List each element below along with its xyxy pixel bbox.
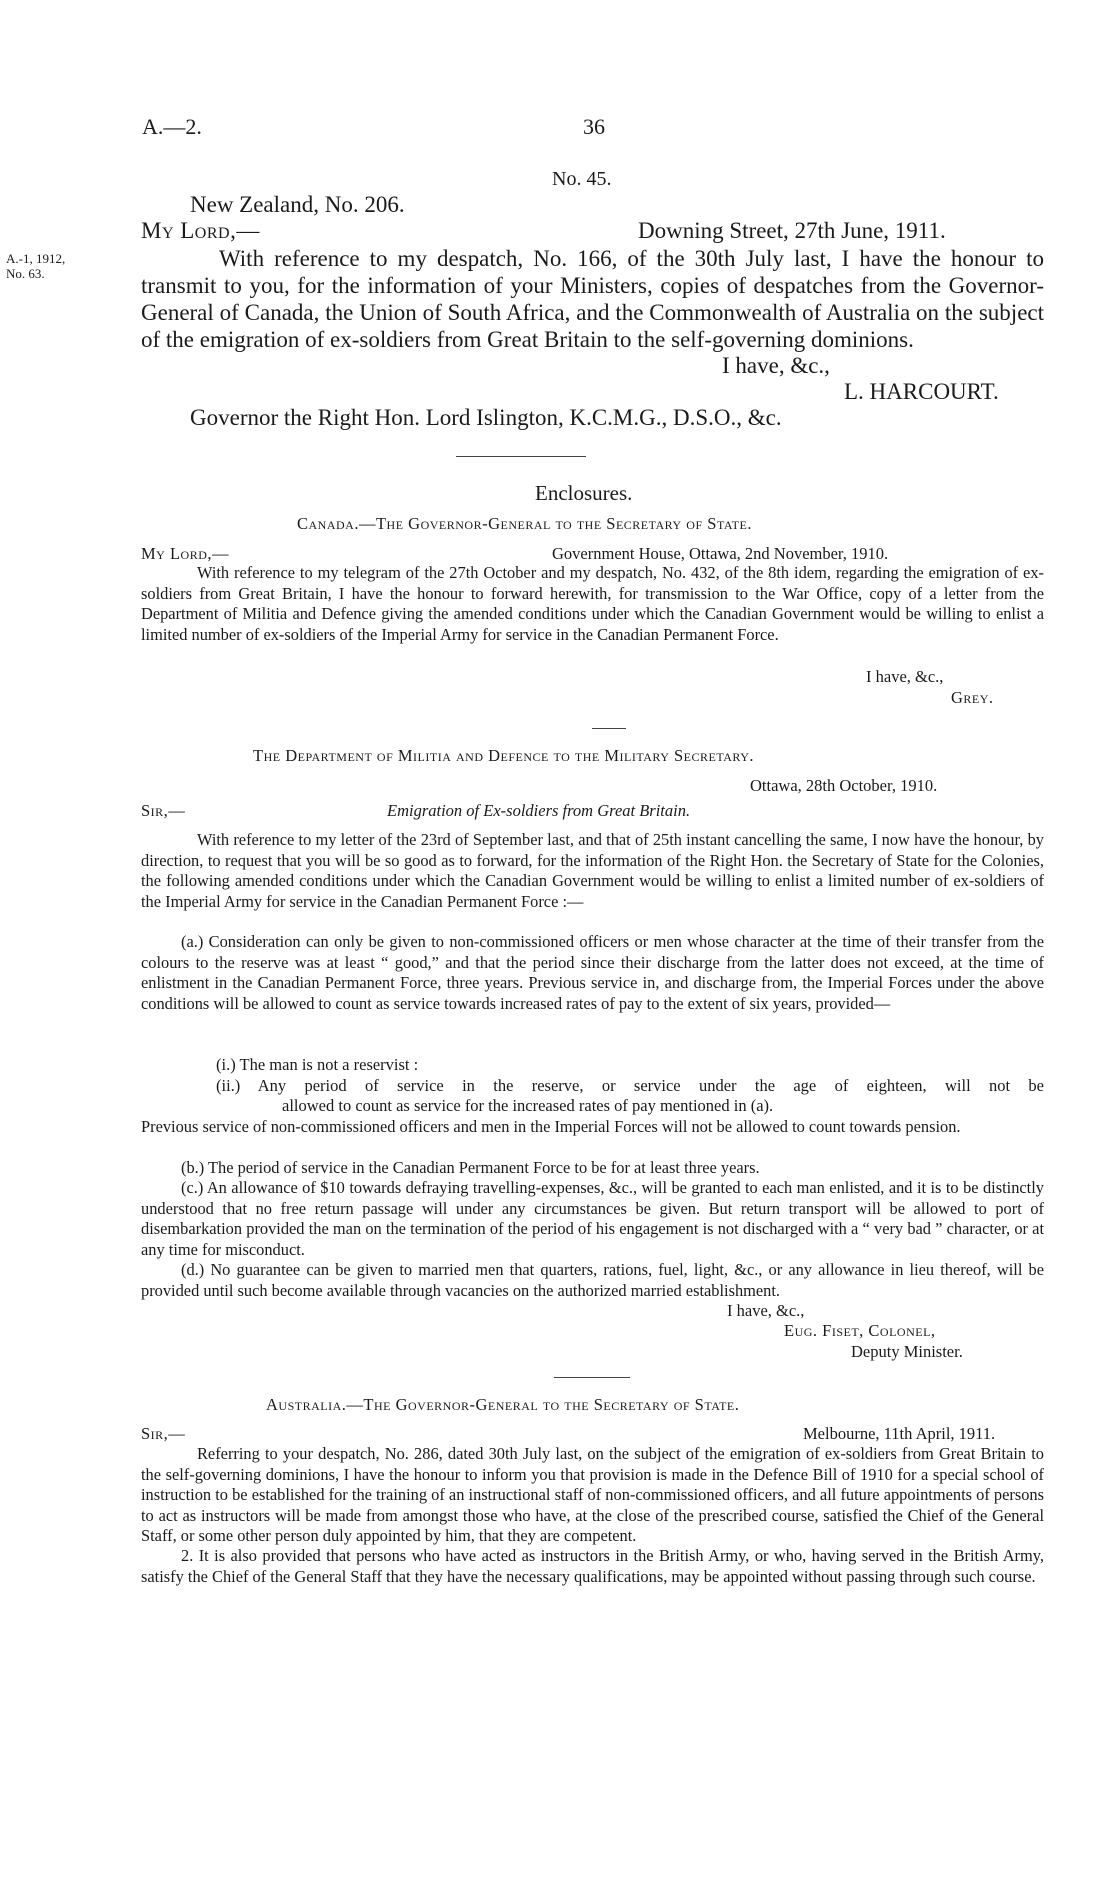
australia-paragraph-2: 2. It is also provided that persons who have acted as instructors in the British Army, or who, having served in the British Army, satisfy the Chief of the General Staff that they have the necessary qualifications, may be appointed without passing through such course. — [141, 1546, 1044, 1586]
australia-heading: Australia.—The Governor-General to the Secretary of State. — [266, 1395, 740, 1414]
document-reference: A.—2. — [142, 114, 202, 139]
page-number: 36 — [583, 114, 605, 139]
despatch-place-date: Downing Street, 27th June, 1911. — [638, 218, 946, 243]
condition-b: (b.) The period of service in the Canadian Permanent Force to be for at least three years. — [181, 1158, 760, 1177]
canada-signature: Grey. — [951, 688, 994, 707]
militia-place-date: Ottawa, 28th October, 1910. — [750, 776, 938, 795]
margin-note-ref: A.-1, 1912, — [6, 251, 66, 266]
proviso-ii-line-2: allowed to count as service for the increased rates of pay mentioned in (a). — [282, 1096, 774, 1115]
condition-d: (d.) No guarantee can be given to married men that quarters, rations, fuel, light, &c., or any allowance in lieu thereof, will be provided until such become available through vacancies on the authorized married establishment. — [141, 1260, 1044, 1300]
australia-place-date: Melbourne, 11th April, 1911. — [803, 1424, 996, 1443]
proviso-i: (i.) The man is not a reservist : — [216, 1055, 419, 1074]
margin-note-number: No. 63. — [6, 266, 45, 281]
despatch-signature: L. HARCOURT. — [844, 379, 999, 404]
canada-closing: I have, &c., — [866, 667, 944, 686]
despatch-salutation: My Lord,— — [141, 218, 260, 243]
section-divider — [456, 456, 586, 457]
militia-intro: With reference to my letter of the 23rd of September last, and that of 25th instant cancelling the same, I now have the honour, by direction, to request that you will be so good as to forward, for the information of the Right Hon. the Secretary of State for the Colonies, the following amended conditions under which the Canadian Government would be willing to enlist a limited number of ex-soldiers of the Imperial Army for service in the Canadian Permanent Force :— — [141, 830, 1044, 911]
proviso-ii-line-1: (ii.) Any period of service in the reserve, or service under the age of eighteen, will not be — [216, 1076, 1044, 1095]
despatch-body: With reference to my despatch, No. 166, of the 30th July last, I have the honour to transmit to you, for the information of your Ministers, copies of despatches from the Governor-General of Canada, the Union of South Africa, and the Commonwealth of Australia on the subject of the emigration of ex-soldiers from Great Britain to the self-governing dominions. — [141, 246, 1044, 352]
canada-place-date: Government House, Ottawa, 2nd November, 1910. — [552, 544, 889, 563]
australia-paragraph-1: Referring to your despatch, No. 286, dated 30th July last, on the subject of the emigration of ex-soldiers from Great Britain to the self-governing dominions, I have the honour to inform you that provision is made in the Defence Bill of 1910 for a special school of instruction to be established for the training of an instructional staff of non-commissioned officers, and all future appointments of persons to act as instructors will be made from amongst those who have, at the close of the prescribed course, satisfied the Chief of the General Staff, or some other person duly appointed by him, that they are competent. — [141, 1444, 1044, 1545]
previous-service-note: Previous service of non-commissioned officers and men in the Imperial Forces will not be allowed to count towards pension. — [141, 1117, 961, 1136]
enclosures-heading: Enclosures. — [535, 481, 633, 505]
militia-closing: I have, &c., — [727, 1301, 805, 1320]
militia-heading: The Department of Militia and Defence to the Military Secretary. — [253, 746, 755, 765]
militia-subject: Emigration of Ex-soldiers from Great Britain. — [387, 801, 691, 820]
condition-a: (a.) Consideration can only be given to non-commissioned officers or men whose character at the time of their transfer from the colours to the reserve was at least “ good,” and that the period since their discharge from the latter does not exceed, at the time of enlistment in the Canadian Permanent Force, three years. Previous service in, and discharge from, the Imperial Forces under the above conditions will be allowed to count as service towards increased rates of pay to the extent of six years, provided— — [141, 932, 1044, 1013]
canada-body: With reference to my telegram of the 27th October and my despatch, No. 432, of the 8th idem, regarding the emigration of ex-soldiers from Great Britain, I have the honour to forward herewith, for transmission to the War Office, copy of a letter from the Department of Militia and Defence giving the amended conditions under which the Canadian Government would be willing to enlist a limited number of ex-soldiers of the Imperial Army for service in the Canadian Permanent Force. — [141, 563, 1044, 644]
canada-salutation: My Lord,— — [141, 544, 230, 563]
section-divider-2 — [554, 1377, 630, 1378]
recipient-reference: New Zealand, No. 206. — [190, 192, 405, 217]
australia-salutation: Sir,— — [141, 1424, 186, 1443]
militia-salutation: Sir,— — [141, 801, 186, 820]
condition-c: (c.) An allowance of $10 towards defraying travelling-expenses, &c., will be granted to each man enlisted, and it is to be distinctly understood that no free return passage will under any circumstances be given. But return transport will be allowed to port of disembarkation provided the man on the termination of the period of his engagement is not discharged with a “ very bad ” character, or at any time for misconduct. — [141, 1178, 1044, 1259]
short-divider — [592, 728, 626, 729]
despatch-closing: I have, &c., — [722, 353, 830, 378]
canada-heading: Canada.—The Governor-General to the Secretary of State. — [297, 514, 752, 533]
militia-signature-title: Deputy Minister. — [851, 1342, 963, 1361]
despatch-number: No. 45. — [552, 168, 612, 190]
militia-signature: Eug. Fiset, Colonel, — [784, 1321, 936, 1340]
despatch-addressee: Governor the Right Hon. Lord Islington, K.C.M.G., D.S.O., &c. — [190, 405, 782, 430]
